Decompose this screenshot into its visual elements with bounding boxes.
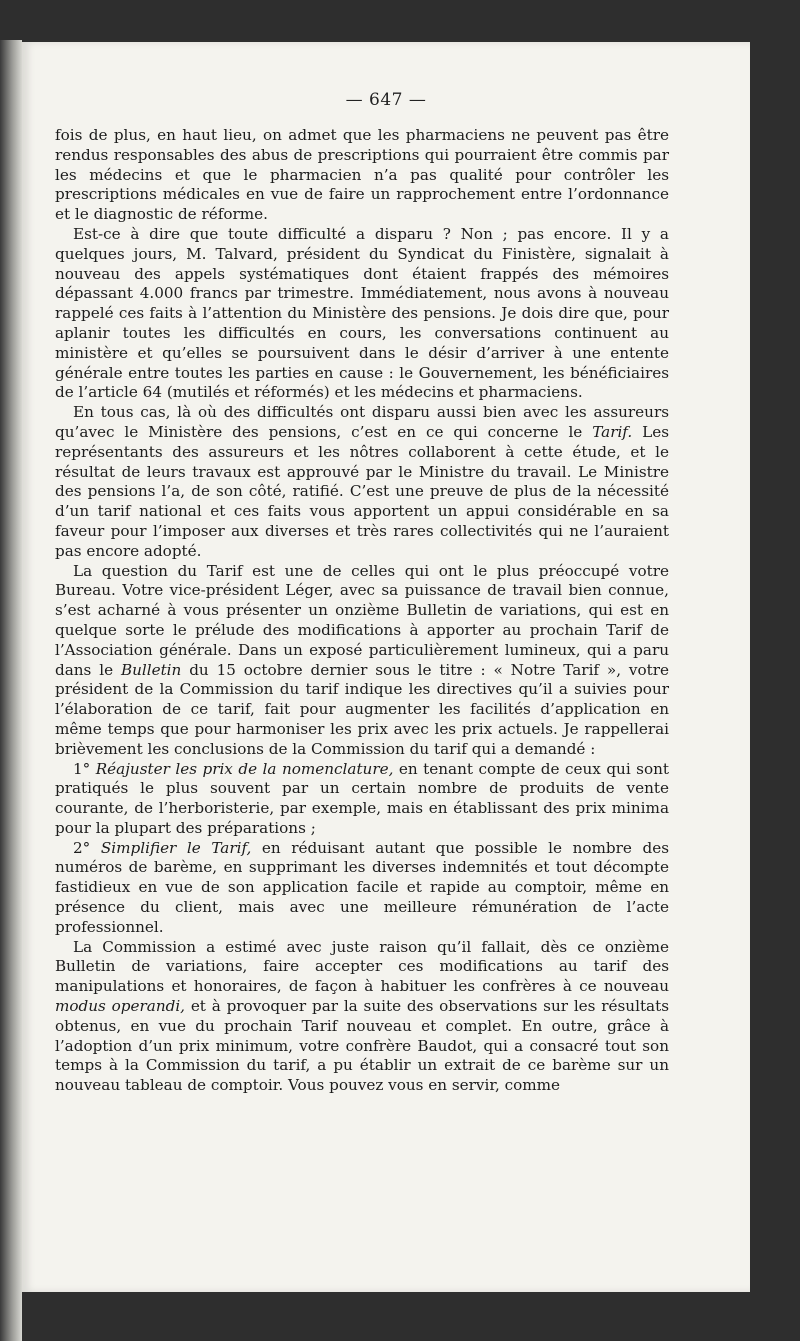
text-segment: Les représentants des assureurs et les nôtres collaborent à cette étude, et le résultat de leurs travaux est approuvé par le Ministre du travail. Le Ministre des pensions l’a, de son côté, ratifié. C’est une preuve de plus de la nécessité d’un tarif national et ces faits vous apportent un appui considérable en sa faveur pour l’imposer aux diverses et très rares collectivités qui ne l’auraient pas encore adopté. [55,422,669,560]
paragraph [55,403,669,561]
book-spine-edge [0,40,22,1341]
text-segment: du 15 octobre dernier sous le titre : « Notre Tarif », votre président de la Commission du tarif indique les directives qu’il a suivies pour l’élaboration de ce tarif, fait pour augmenter les facilités d’application en même temps que pour harmoniser les prix avec les prix actuels. Je rappellerai brièvement les conclusions de la Commission du tarif qui a demandé : [55,660,669,758]
text-segment: La Commission a estimé avec juste raison qu’il fallait, dès ce onzième Bulletin de variations, faire accepter ces modifications au tarif des manipulations et honoraires, de façon à habituer les confrères à ce nouveau [55,937,669,996]
paragraph [55,938,669,1096]
text-segment: en réduisant autant que possible le nombre des numéros de barème, en supprimant les diverses indemnités et tout décompte fastidieux en vue de son application facile et rapide au comptoir, même en présence du client, mais avec une meilleure rémunération de l’acte professionnel. [55,838,669,936]
text-segment: et à provoquer par la suite des observations sur les résultats obtenus, en vue du prochain Tarif nouveau et complet. En outre, grâce à l’adoption d’un prix minimum, votre confrère Baudot, qui a consacré tout son temps à la Commission du tarif, a pu établir un extrait de ce barème sur un nouveau tableau de comptoir. Vous pouvez vous en servir, comme [55,997,670,1095]
text-segment: en tenant compte de ceux qui sont pratiqués le plus souvent par un certain nombre de produits de vente courante, de l’herboristerie, par exemple, mais en établissant des prix minima pour la plupart des préparations ; [55,759,669,837]
paragraph [55,839,669,938]
paragraph [55,225,669,403]
text-segment: 1° [73,759,96,778]
italic-text-segment: modus operandi, [55,997,186,1016]
text-segment: fois de plus, en haut lieu, on admet que les pharmaciens ne peuvent pas être rendus responsables des abus de prescriptions qui pourraient être commis par les médecins et que le pharmacien n’a pas qualité pour contrôler les prescriptions médicales en vue de faire un rapprochement entre l’ordonnance et le diagnostic de réforme. [55,126,669,224]
italic-text-segment: Simplifier le Tarif, [100,838,252,857]
paragraph [55,562,669,760]
paragraph [55,760,669,839]
body-text [55,126,669,1096]
paragraph [55,126,669,225]
text-segment: Est-ce à dire que toute difficulté a disparu ? Non ; pas encore. Il y a quelques jours, M. Talvard, président du Syndicat du Finistère, signalait à nouveau des appels systématiques dont étaient frappés des mémoires dépassant 4.000 francs par trimestre. Immédiatement, nous avons à nouveau rappelé ces faits à l’attention du Ministère des pensions. Je dois dire que, pour aplanir toutes les difficultés en cours, les conversations continuent au ministère et qu’elles se poursuivent dans le désir d’arriver à une entente générale entre toutes les parties en cause : le Gouvernement, les bénéficiaires de l’article 64 (mutilés et réformés) et les médecins et pharmaciens. [55,224,669,402]
text-segment: 2° [73,838,101,857]
italic-text-segment: Bulletin [120,660,182,679]
text-segment: En tous cas, là où des difficultés ont disparu aussi bien avec les assureurs qu’avec le Ministère des pensions, c’est en ce qui concerne le [55,403,669,441]
document-page [22,42,750,1292]
italic-text-segment: Tarif. [592,422,633,441]
italic-text-segment: Réajuster les prix de la nomenclature, [95,759,394,778]
page-number: — 647 — [345,90,427,110]
text-segment: La question du Tarif est une de celles qui ont le plus préoccupé votre Bureau. Votre vice-président Léger, avec sa puissance de travail bien connue, s’est acharné à vous présenter un onzième Bulletin de variations, qui est en quelque sorte le prélude des modifications à apporter au prochain Tarif de l’Association générale. Dans un exposé particulièrement lumineux, qui a paru dans le [55,561,669,679]
